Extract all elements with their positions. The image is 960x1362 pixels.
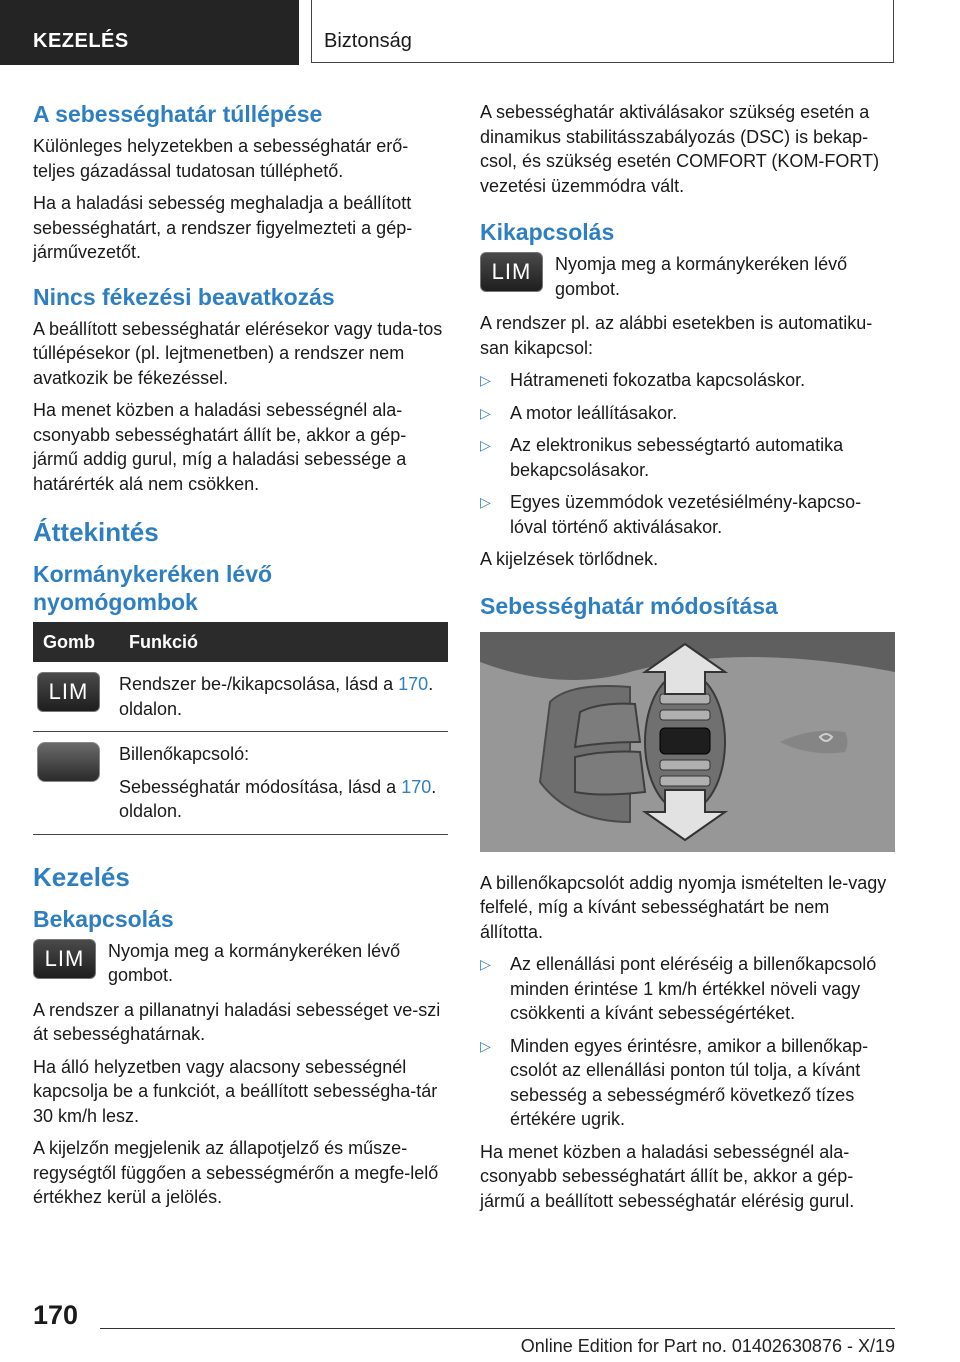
paragraph: A sebességhatár aktiválásakor szükség esetén a dinamikus stabilitásszabályozás (DSC) is bekap-csol, és szükség esetén COMFORT (KOM-FORT) vezetési üzemmódra vált. [480,102,880,196]
instruction-text: Nyomja meg a kormánykeréken lévő gombot. [108,940,401,985]
table-row [33,732,448,835]
adjust-list [480,952,895,1132]
heading-exceed: A sebességhatár túllépése [33,101,323,127]
list-item: ▷ Minden egyes érintésre, amikor a billenőkap-csolót az ellenállási ponton túl tolja, a kívánt sebesség a sebességmérő következő tízes értékére ugrik. [480,1035,869,1129]
lim-button-icon: LIM [33,939,96,979]
table-row [33,662,448,732]
page-link[interactable]: 170 [401,776,432,797]
buttons-table [33,622,448,835]
paragraph: A kijelzések törlődnek. [480,549,659,569]
triangle-bullet-icon: ▷ [480,404,491,421]
list-item: ▷ A motor leállításakor. [480,401,895,426]
table-header-row [33,622,448,662]
page-number: 170 [33,1300,79,1330]
list-item: ▷ Az elektronikus sebességtartó automatika bekapcsolásakor. [480,435,844,480]
right-column [480,100,895,1221]
heading-switch-on: Bekapcsolás [33,905,174,932]
triangle-bullet-icon: ▷ [480,956,491,972]
paragraph: A rendszer pl. az alábbi esetekben is automatiku-san kikapcsol: [480,313,873,358]
paragraph: Ha menet közben a haladási sebességnél ala-csonyabb sebességhatárt állít be, akkor a gép-jármű addig gurul, míg a haladási sebessége a határérték alá nem csökken. [33,400,407,494]
triangle-bullet-icon: ▷ [480,437,491,453]
header-section-tab [0,0,299,65]
steering-wheel-rocker-image [480,632,895,852]
cell-suffix: . oldalon. [119,776,437,821]
paragraph: A kijelzőn megjelenik az állapotjelző és műsze-regységtől függően a sebességmérőn a megfe-lelő értékhez kerül a jelölés. [33,1138,439,1207]
triangle-bullet-icon: ▷ [480,1037,491,1054]
cell-text: Rendszer be-/kikapcsolása, lásd a [119,674,394,694]
triangle-bullet-icon: ▷ [480,494,491,510]
left-column [33,100,448,1218]
paragraph: A rendszer a pillanatnyi haladási sebességet ve-szi át sebességhatárnak. [33,999,441,1044]
switch-on-row [33,939,448,988]
page-link[interactable]: 170 [398,674,429,694]
paragraph: Ha álló helyzetben vagy alacsony sebességnél kapcsolja be a funkciót, a beállított sebességha-tár 30 km/h lesz. [33,1056,438,1126]
list-item: ▷ Egyes üzemmódok vezetésiélmény-kapcso-lóval történő aktiválásakor. [480,492,862,537]
heading-operation: Kezelés [33,861,130,892]
table-header-cell: Gomb [33,622,119,662]
heading-adjust: Sebességhatár módosítása [480,592,778,619]
lim-button-icon: LIM [37,672,100,712]
paragraph: Ha menet közben a haladási sebességnél ala-csonyabb sebességhatárt állít be, akkor a gép-jármű a beállított sebességhatár elérésig gurul. [480,1141,855,1211]
header-section-label: KEZELÉS [33,30,129,52]
cell-text: Billenőkapcsoló: [119,744,250,764]
list-item: ▷ Az ellenállási pont eléréséig a billenőkapcsoló minden érintése 1 km/h értékkel növeli vagy csökkenti a kívánt sebességértéket. [480,954,877,1023]
header-chapter-tab [311,0,894,63]
paragraph: A beállított sebességhatár elérésekor vagy tuda-tos túllépésekor (pl. lejtmenetben) a rendszer nem avatkozik be fékezéssel. [33,318,443,388]
heading-switch-off: Kikapcsolás [480,219,615,245]
instruction-text: Nyomja meg a kormánykeréken lévő gombot. [555,254,848,299]
paragraph: Ha a haladási sebesség meghaladja a beállított sebességhatárt, a rendszer figyelmezteti a gép-járművezetőt. [33,193,413,262]
switch-off-row [480,252,895,301]
list-item: ▷ Hátrameneti fokozatba kapcsoláskor. [480,368,895,393]
edition-text: Online Edition for Part no. 01402630876 - X/19 [520,1336,895,1356]
cell-suffix: . oldalon. [119,674,434,719]
lim-button-icon: LIM [480,252,543,292]
footer-divider [100,1328,895,1329]
auto-off-list [480,368,895,539]
rocker-switch-icon [37,742,100,782]
heading-buttons: Kormánykeréken lévő nyomógombok [33,561,273,615]
paragraph: A billenőkapcsolót addig nyomja ismételten le-vagy felfelé, míg a kívánt sebességhatárt be nem állította. [480,872,887,942]
header-chapter-label: Biztonság [324,30,412,52]
paragraph: Különleges helyzetekben a sebességhatár erő-teljes gázadással tudatosan túlléphető. [33,136,409,181]
table-header-cell: Funkció [119,622,448,662]
heading-overview: Áttekintés [33,517,159,547]
cell-text: Sebességhatár módosítása, lásd a [119,776,397,797]
triangle-bullet-icon: ▷ [480,372,491,388]
heading-no-brake: Nincs fékezési beavatkozás [33,283,335,310]
